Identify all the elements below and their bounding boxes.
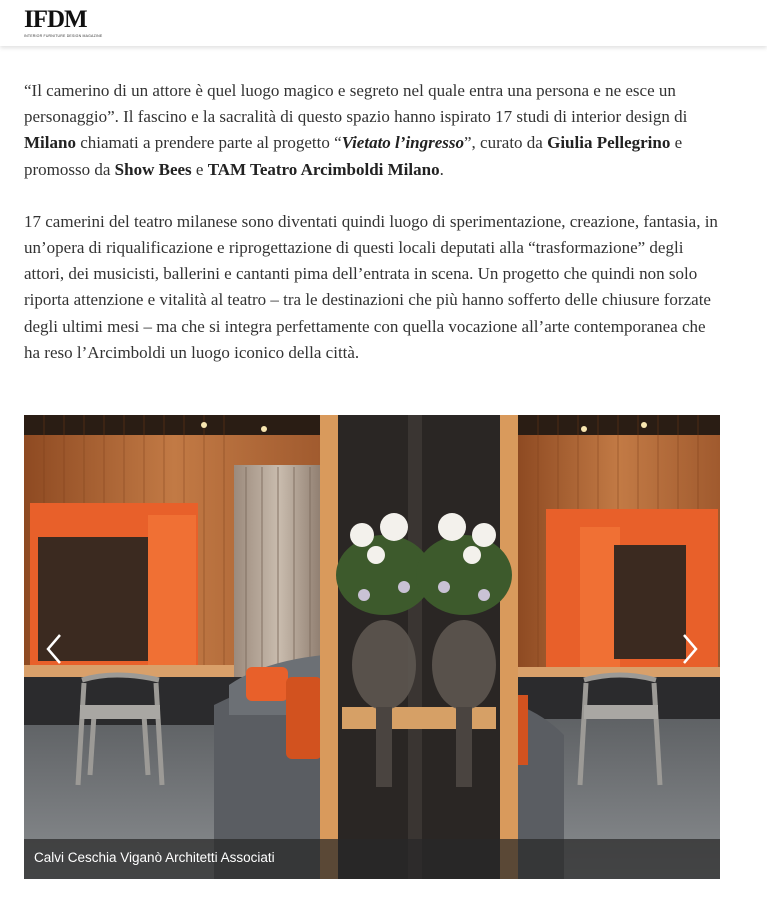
site-header <box>0 0 767 46</box>
caption-bar <box>24 839 720 879</box>
gallery-prev-button[interactable] <box>40 631 68 667</box>
gallery-photo <box>24 415 720 879</box>
paragraph-text: “Il camerino di un attore è quel luogo magico e segreto nel quale entra una persona e ne esce un personaggio”. Il fascino e la sacralità di questo spazio hanno ispirato 17 studi di interior design di <box>24 81 688 127</box>
gallery-next-button[interactable] <box>676 631 704 667</box>
chevron-left-icon <box>40 631 68 667</box>
paragraph-text: e promosso da <box>24 133 683 179</box>
highlight-text: Show Bees <box>114 159 192 179</box>
logo-tagline: INTERIOR FURNITURE DESIGN MAGAZINE <box>24 34 103 38</box>
article-paragraph-1 <box>24 78 724 183</box>
highlight-text: Giulia Pellegrino <box>547 133 671 153</box>
paragraph-text: . <box>439 159 444 179</box>
paragraph-text: e <box>191 159 208 179</box>
image-gallery <box>24 415 720 879</box>
highlight-text: Vietato l’ingresso <box>341 133 465 153</box>
image-caption: Calvi Ceschia Viganò Architetti Associati <box>34 850 275 865</box>
logo-wordmark: IFDM <box>24 6 87 33</box>
highlight-text: TAM Teatro Arcimboldi Milano <box>207 159 440 179</box>
paragraph-text: chiamati a prendere parte al progetto “ <box>75 133 342 153</box>
chevron-right-icon <box>676 631 704 667</box>
site-logo[interactable] <box>24 6 103 38</box>
paragraph-text: ”, curato da <box>464 133 548 153</box>
article-body <box>24 78 724 366</box>
article-paragraph-2: 17 camerini del teatro milanese sono diventati quindi luogo di sperimentazione, creazione, fantasia, in un’opera di riqualificazione e riprogettazione di questi locali deputati alla “trasformazione” degli attori, dei musicisti, ballerini e cantanti pima dell’entrata in scena. Un progetto che quindi non solo riporta attenzione e vitalità al teatro – tra le destinazioni che più hanno sofferto delle chiusure forzate degli ultimi mesi – ma che si integra perfettamente con quella vocazione all’arte contemporanea che ha reso l’Arcimboldi un luogo iconico della città. <box>24 211 718 362</box>
highlight-text: Milano <box>24 133 76 153</box>
